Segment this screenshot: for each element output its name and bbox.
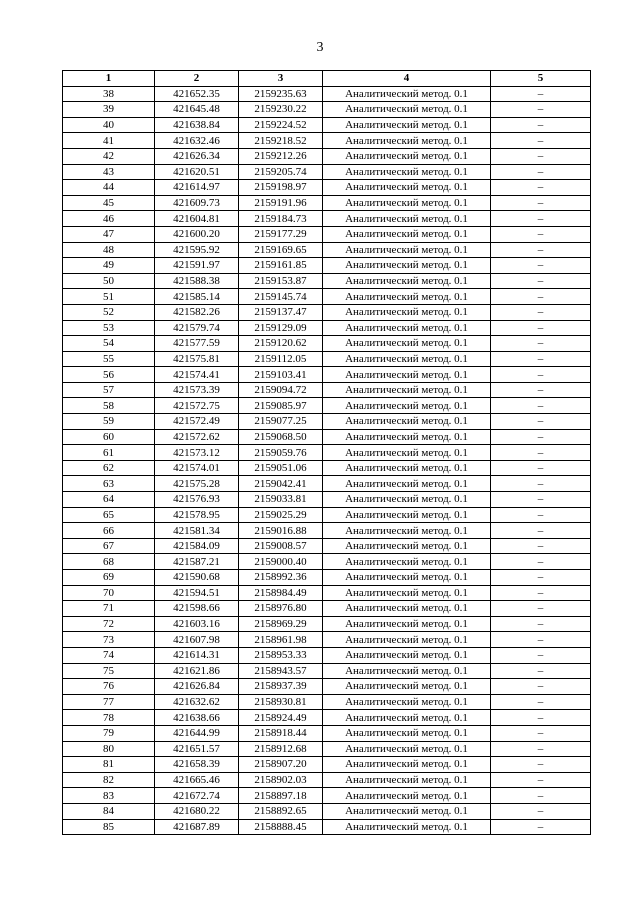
note-cell: –: [491, 195, 591, 211]
note-cell: –: [491, 226, 591, 242]
note-cell: –: [491, 663, 591, 679]
table-header-row: [63, 71, 591, 87]
x-coordinate-cell: 421574.41: [155, 367, 239, 383]
table-row: [63, 585, 591, 601]
table-row: [63, 663, 591, 679]
table-row: [63, 273, 591, 289]
x-coordinate-cell: 421572.62: [155, 429, 239, 445]
note-cell: –: [491, 398, 591, 414]
point-number-cell: 84: [63, 803, 155, 819]
x-coordinate-cell: 421576.93: [155, 492, 239, 508]
table-row: [63, 289, 591, 305]
note-cell: –: [491, 429, 591, 445]
x-coordinate-cell: 421572.49: [155, 414, 239, 430]
y-coordinate-cell: 2158943.57: [239, 663, 323, 679]
note-cell: –: [491, 336, 591, 352]
x-coordinate-cell: 421609.73: [155, 195, 239, 211]
note-cell: –: [491, 819, 591, 835]
table-row: [63, 725, 591, 741]
table-row: [63, 117, 591, 133]
point-number-cell: 66: [63, 523, 155, 539]
method-cell: Аналитический метод. 0.1: [323, 211, 491, 227]
point-number-cell: 62: [63, 460, 155, 476]
y-coordinate-cell: 2159059.76: [239, 445, 323, 461]
header-col-1: 1: [63, 71, 155, 87]
y-coordinate-cell: 2158892.65: [239, 803, 323, 819]
note-cell: –: [491, 460, 591, 476]
method-cell: Аналитический метод. 0.1: [323, 117, 491, 133]
x-coordinate-cell: 421574.01: [155, 460, 239, 476]
note-cell: –: [491, 86, 591, 102]
y-coordinate-cell: 2159145.74: [239, 289, 323, 305]
y-coordinate-cell: 2159235.63: [239, 86, 323, 102]
point-number-cell: 70: [63, 585, 155, 601]
note-cell: –: [491, 180, 591, 196]
y-coordinate-cell: 2158912.68: [239, 741, 323, 757]
table-row: [63, 476, 591, 492]
x-coordinate-cell: 421607.98: [155, 632, 239, 648]
note-cell: –: [491, 211, 591, 227]
method-cell: Аналитический метод. 0.1: [323, 476, 491, 492]
point-number-cell: 61: [63, 445, 155, 461]
method-cell: Аналитический метод. 0.1: [323, 741, 491, 757]
table-row: [63, 538, 591, 554]
table-row: [63, 679, 591, 695]
y-coordinate-cell: 2159177.29: [239, 226, 323, 242]
y-coordinate-cell: 2158907.20: [239, 757, 323, 773]
point-number-cell: 40: [63, 117, 155, 133]
table-row: [63, 320, 591, 336]
y-coordinate-cell: 2158888.45: [239, 819, 323, 835]
x-coordinate-cell: 421598.66: [155, 601, 239, 617]
point-number-cell: 64: [63, 492, 155, 508]
y-coordinate-cell: 2159184.73: [239, 211, 323, 227]
x-coordinate-cell: 421585.14: [155, 289, 239, 305]
note-cell: –: [491, 148, 591, 164]
table-row: [63, 382, 591, 398]
method-cell: Аналитический метод. 0.1: [323, 320, 491, 336]
y-coordinate-cell: 2159051.06: [239, 460, 323, 476]
point-number-cell: 60: [63, 429, 155, 445]
table-row: [63, 180, 591, 196]
point-number-cell: 76: [63, 679, 155, 695]
x-coordinate-cell: 421577.59: [155, 336, 239, 352]
note-cell: –: [491, 725, 591, 741]
x-coordinate-cell: 421652.35: [155, 86, 239, 102]
point-number-cell: 67: [63, 538, 155, 554]
x-coordinate-cell: 421604.81: [155, 211, 239, 227]
table-row: [63, 570, 591, 586]
x-coordinate-cell: 421658.39: [155, 757, 239, 773]
method-cell: Аналитический метод. 0.1: [323, 304, 491, 320]
point-number-cell: 82: [63, 772, 155, 788]
table-row: [63, 242, 591, 258]
x-coordinate-cell: 421620.51: [155, 164, 239, 180]
point-number-cell: 85: [63, 819, 155, 835]
y-coordinate-cell: 2159077.25: [239, 414, 323, 430]
point-number-cell: 65: [63, 507, 155, 523]
note-cell: –: [491, 601, 591, 617]
point-number-cell: 46: [63, 211, 155, 227]
point-number-cell: 78: [63, 710, 155, 726]
method-cell: Аналитический метод. 0.1: [323, 102, 491, 118]
x-coordinate-cell: 421672.74: [155, 788, 239, 804]
method-cell: Аналитический метод. 0.1: [323, 273, 491, 289]
table-row: [63, 445, 591, 461]
y-coordinate-cell: 2159033.81: [239, 492, 323, 508]
y-coordinate-cell: 2158924.49: [239, 710, 323, 726]
note-cell: –: [491, 117, 591, 133]
method-cell: Аналитический метод. 0.1: [323, 788, 491, 804]
y-coordinate-cell: 2158937.39: [239, 679, 323, 695]
y-coordinate-cell: 2159191.96: [239, 195, 323, 211]
method-cell: Аналитический метод. 0.1: [323, 632, 491, 648]
note-cell: –: [491, 304, 591, 320]
method-cell: Аналитический метод. 0.1: [323, 725, 491, 741]
x-coordinate-cell: 421632.46: [155, 133, 239, 149]
table-row: [63, 554, 591, 570]
page-number: 3: [316, 40, 324, 55]
method-cell: Аналитический метод. 0.1: [323, 538, 491, 554]
x-coordinate-cell: 421644.99: [155, 725, 239, 741]
point-number-cell: 50: [63, 273, 155, 289]
x-coordinate-cell: 421575.28: [155, 476, 239, 492]
point-number-cell: 44: [63, 180, 155, 196]
table-row: [63, 507, 591, 523]
x-coordinate-cell: 421578.95: [155, 507, 239, 523]
coordinates-table: [62, 70, 591, 835]
note-cell: –: [491, 772, 591, 788]
table-row: [63, 601, 591, 617]
table-row: [63, 741, 591, 757]
point-number-cell: 55: [63, 351, 155, 367]
y-coordinate-cell: 2158930.81: [239, 694, 323, 710]
y-coordinate-cell: 2159000.40: [239, 554, 323, 570]
note-cell: –: [491, 476, 591, 492]
note-cell: –: [491, 382, 591, 398]
point-number-cell: 79: [63, 725, 155, 741]
y-coordinate-cell: 2159094.72: [239, 382, 323, 398]
method-cell: Аналитический метод. 0.1: [323, 554, 491, 570]
table-row: [63, 367, 591, 383]
point-number-cell: 83: [63, 788, 155, 804]
point-number-cell: 72: [63, 616, 155, 632]
x-coordinate-cell: 421665.46: [155, 772, 239, 788]
x-coordinate-cell: 421594.51: [155, 585, 239, 601]
y-coordinate-cell: 2158902.03: [239, 772, 323, 788]
table-row: [63, 336, 591, 352]
x-coordinate-cell: 421582.26: [155, 304, 239, 320]
point-number-cell: 58: [63, 398, 155, 414]
x-coordinate-cell: 421614.31: [155, 647, 239, 663]
point-number-cell: 47: [63, 226, 155, 242]
y-coordinate-cell: 2159120.62: [239, 336, 323, 352]
method-cell: Аналитический метод. 0.1: [323, 258, 491, 274]
x-coordinate-cell: 421651.57: [155, 741, 239, 757]
method-cell: Аналитический метод. 0.1: [323, 772, 491, 788]
method-cell: Аналитический метод. 0.1: [323, 336, 491, 352]
method-cell: Аналитический метод. 0.1: [323, 351, 491, 367]
method-cell: Аналитический метод. 0.1: [323, 570, 491, 586]
method-cell: Аналитический метод. 0.1: [323, 414, 491, 430]
y-coordinate-cell: 2159212.26: [239, 148, 323, 164]
x-coordinate-cell: 421632.62: [155, 694, 239, 710]
point-number-cell: 75: [63, 663, 155, 679]
method-cell: Аналитический метод. 0.1: [323, 242, 491, 258]
note-cell: –: [491, 492, 591, 508]
note-cell: –: [491, 102, 591, 118]
note-cell: –: [491, 351, 591, 367]
note-cell: –: [491, 258, 591, 274]
method-cell: Аналитический метод. 0.1: [323, 710, 491, 726]
note-cell: –: [491, 133, 591, 149]
method-cell: Аналитический метод. 0.1: [323, 460, 491, 476]
method-cell: Аналитический метод. 0.1: [323, 819, 491, 835]
method-cell: Аналитический метод. 0.1: [323, 679, 491, 695]
table-row: [63, 86, 591, 102]
method-cell: Аналитический метод. 0.1: [323, 180, 491, 196]
y-coordinate-cell: 2158897.18: [239, 788, 323, 804]
y-coordinate-cell: 2159169.65: [239, 242, 323, 258]
method-cell: Аналитический метод. 0.1: [323, 226, 491, 242]
table-row: [63, 694, 591, 710]
table-row: [63, 133, 591, 149]
x-coordinate-cell: 421645.48: [155, 102, 239, 118]
point-number-cell: 52: [63, 304, 155, 320]
table-row: [63, 304, 591, 320]
x-coordinate-cell: 421581.34: [155, 523, 239, 539]
x-coordinate-cell: 421638.66: [155, 710, 239, 726]
point-number-cell: 48: [63, 242, 155, 258]
x-coordinate-cell: 421584.09: [155, 538, 239, 554]
method-cell: Аналитический метод. 0.1: [323, 382, 491, 398]
note-cell: –: [491, 570, 591, 586]
point-number-cell: 42: [63, 148, 155, 164]
y-coordinate-cell: 2159068.50: [239, 429, 323, 445]
table-row: [63, 492, 591, 508]
x-coordinate-cell: 421603.16: [155, 616, 239, 632]
x-coordinate-cell: 421575.81: [155, 351, 239, 367]
note-cell: –: [491, 679, 591, 695]
note-cell: –: [491, 710, 591, 726]
method-cell: Аналитический метод. 0.1: [323, 289, 491, 305]
y-coordinate-cell: 2159218.52: [239, 133, 323, 149]
table-row: [63, 226, 591, 242]
y-coordinate-cell: 2159153.87: [239, 273, 323, 289]
note-cell: –: [491, 788, 591, 804]
point-number-cell: 77: [63, 694, 155, 710]
y-coordinate-cell: 2158969.29: [239, 616, 323, 632]
method-cell: Аналитический метод. 0.1: [323, 507, 491, 523]
header-col-3: 3: [239, 71, 323, 87]
x-coordinate-cell: 421590.68: [155, 570, 239, 586]
table-row: [63, 819, 591, 835]
method-cell: Аналитический метод. 0.1: [323, 523, 491, 539]
point-number-cell: 51: [63, 289, 155, 305]
table-row: [63, 788, 591, 804]
note-cell: –: [491, 554, 591, 570]
method-cell: Аналитический метод. 0.1: [323, 663, 491, 679]
x-coordinate-cell: 421573.12: [155, 445, 239, 461]
y-coordinate-cell: 2159230.22: [239, 102, 323, 118]
y-coordinate-cell: 2159161.85: [239, 258, 323, 274]
point-number-cell: 56: [63, 367, 155, 383]
table-row: [63, 710, 591, 726]
y-coordinate-cell: 2159112.05: [239, 351, 323, 367]
method-cell: Аналитический метод. 0.1: [323, 616, 491, 632]
y-coordinate-cell: 2159008.57: [239, 538, 323, 554]
method-cell: Аналитический метод. 0.1: [323, 195, 491, 211]
point-number-cell: 63: [63, 476, 155, 492]
note-cell: –: [491, 757, 591, 773]
method-cell: Аналитический метод. 0.1: [323, 398, 491, 414]
table-row: [63, 803, 591, 819]
note-cell: –: [491, 585, 591, 601]
table-row: [63, 429, 591, 445]
y-coordinate-cell: 2158953.33: [239, 647, 323, 663]
note-cell: –: [491, 803, 591, 819]
note-cell: –: [491, 632, 591, 648]
x-coordinate-cell: 421591.97: [155, 258, 239, 274]
table-row: [63, 460, 591, 476]
y-coordinate-cell: 2159224.52: [239, 117, 323, 133]
point-number-cell: 59: [63, 414, 155, 430]
method-cell: Аналитический метод. 0.1: [323, 492, 491, 508]
note-cell: –: [491, 164, 591, 180]
method-cell: Аналитический метод. 0.1: [323, 86, 491, 102]
table-row: [63, 772, 591, 788]
point-number-cell: 57: [63, 382, 155, 398]
x-coordinate-cell: 421626.84: [155, 679, 239, 695]
table-row: [63, 211, 591, 227]
method-cell: Аналитический метод. 0.1: [323, 601, 491, 617]
y-coordinate-cell: 2159025.29: [239, 507, 323, 523]
x-coordinate-cell: 421587.21: [155, 554, 239, 570]
note-cell: –: [491, 445, 591, 461]
table-row: [63, 398, 591, 414]
note-cell: –: [491, 414, 591, 430]
note-cell: –: [491, 647, 591, 663]
y-coordinate-cell: 2159129.09: [239, 320, 323, 336]
method-cell: Аналитический метод. 0.1: [323, 445, 491, 461]
note-cell: –: [491, 367, 591, 383]
x-coordinate-cell: 421638.84: [155, 117, 239, 133]
table-row: [63, 632, 591, 648]
point-number-cell: 81: [63, 757, 155, 773]
method-cell: Аналитический метод. 0.1: [323, 757, 491, 773]
point-number-cell: 39: [63, 102, 155, 118]
y-coordinate-cell: 2159205.74: [239, 164, 323, 180]
y-coordinate-cell: 2158918.44: [239, 725, 323, 741]
point-number-cell: 43: [63, 164, 155, 180]
method-cell: Аналитический метод. 0.1: [323, 429, 491, 445]
table-row: [63, 647, 591, 663]
x-coordinate-cell: 421595.92: [155, 242, 239, 258]
note-cell: –: [491, 242, 591, 258]
method-cell: Аналитический метод. 0.1: [323, 148, 491, 164]
x-coordinate-cell: 421626.34: [155, 148, 239, 164]
x-coordinate-cell: 421600.20: [155, 226, 239, 242]
y-coordinate-cell: 2158961.98: [239, 632, 323, 648]
y-coordinate-cell: 2158992.36: [239, 570, 323, 586]
y-coordinate-cell: 2158976.80: [239, 601, 323, 617]
x-coordinate-cell: 421573.39: [155, 382, 239, 398]
table-row: [63, 195, 591, 211]
point-number-cell: 45: [63, 195, 155, 211]
point-number-cell: 73: [63, 632, 155, 648]
x-coordinate-cell: 421687.89: [155, 819, 239, 835]
note-cell: –: [491, 523, 591, 539]
note-cell: –: [491, 320, 591, 336]
note-cell: –: [491, 741, 591, 757]
x-coordinate-cell: 421614.97: [155, 180, 239, 196]
table-row: [63, 523, 591, 539]
note-cell: –: [491, 273, 591, 289]
table-body: [63, 86, 591, 835]
method-cell: Аналитический метод. 0.1: [323, 694, 491, 710]
point-number-cell: 41: [63, 133, 155, 149]
x-coordinate-cell: 421621.86: [155, 663, 239, 679]
note-cell: –: [491, 289, 591, 305]
x-coordinate-cell: 421680.22: [155, 803, 239, 819]
note-cell: –: [491, 538, 591, 554]
table-row: [63, 351, 591, 367]
table-row: [63, 616, 591, 632]
table-row: [63, 414, 591, 430]
y-coordinate-cell: 2159137.47: [239, 304, 323, 320]
y-coordinate-cell: 2159085.97: [239, 398, 323, 414]
x-coordinate-cell: 421572.75: [155, 398, 239, 414]
note-cell: –: [491, 694, 591, 710]
point-number-cell: 68: [63, 554, 155, 570]
x-coordinate-cell: 421579.74: [155, 320, 239, 336]
point-number-cell: 49: [63, 258, 155, 274]
y-coordinate-cell: 2158984.49: [239, 585, 323, 601]
point-number-cell: 69: [63, 570, 155, 586]
table-row: [63, 757, 591, 773]
note-cell: –: [491, 507, 591, 523]
method-cell: Аналитический метод. 0.1: [323, 803, 491, 819]
point-number-cell: 74: [63, 647, 155, 663]
method-cell: Аналитический метод. 0.1: [323, 164, 491, 180]
header-col-4: 4: [323, 71, 491, 87]
table-row: [63, 258, 591, 274]
y-coordinate-cell: 2159042.41: [239, 476, 323, 492]
header-col-5: 5: [491, 71, 591, 87]
method-cell: Аналитический метод. 0.1: [323, 133, 491, 149]
table-row: [63, 148, 591, 164]
point-number-cell: 80: [63, 741, 155, 757]
y-coordinate-cell: 2159016.88: [239, 523, 323, 539]
y-coordinate-cell: 2159198.97: [239, 180, 323, 196]
point-number-cell: 38: [63, 86, 155, 102]
point-number-cell: 53: [63, 320, 155, 336]
method-cell: Аналитический метод. 0.1: [323, 367, 491, 383]
point-number-cell: 71: [63, 601, 155, 617]
method-cell: Аналитический метод. 0.1: [323, 647, 491, 663]
note-cell: –: [491, 616, 591, 632]
x-coordinate-cell: 421588.38: [155, 273, 239, 289]
y-coordinate-cell: 2159103.41: [239, 367, 323, 383]
method-cell: Аналитический метод. 0.1: [323, 585, 491, 601]
point-number-cell: 54: [63, 336, 155, 352]
header-col-2: 2: [155, 71, 239, 87]
table-row: [63, 102, 591, 118]
table-row: [63, 164, 591, 180]
